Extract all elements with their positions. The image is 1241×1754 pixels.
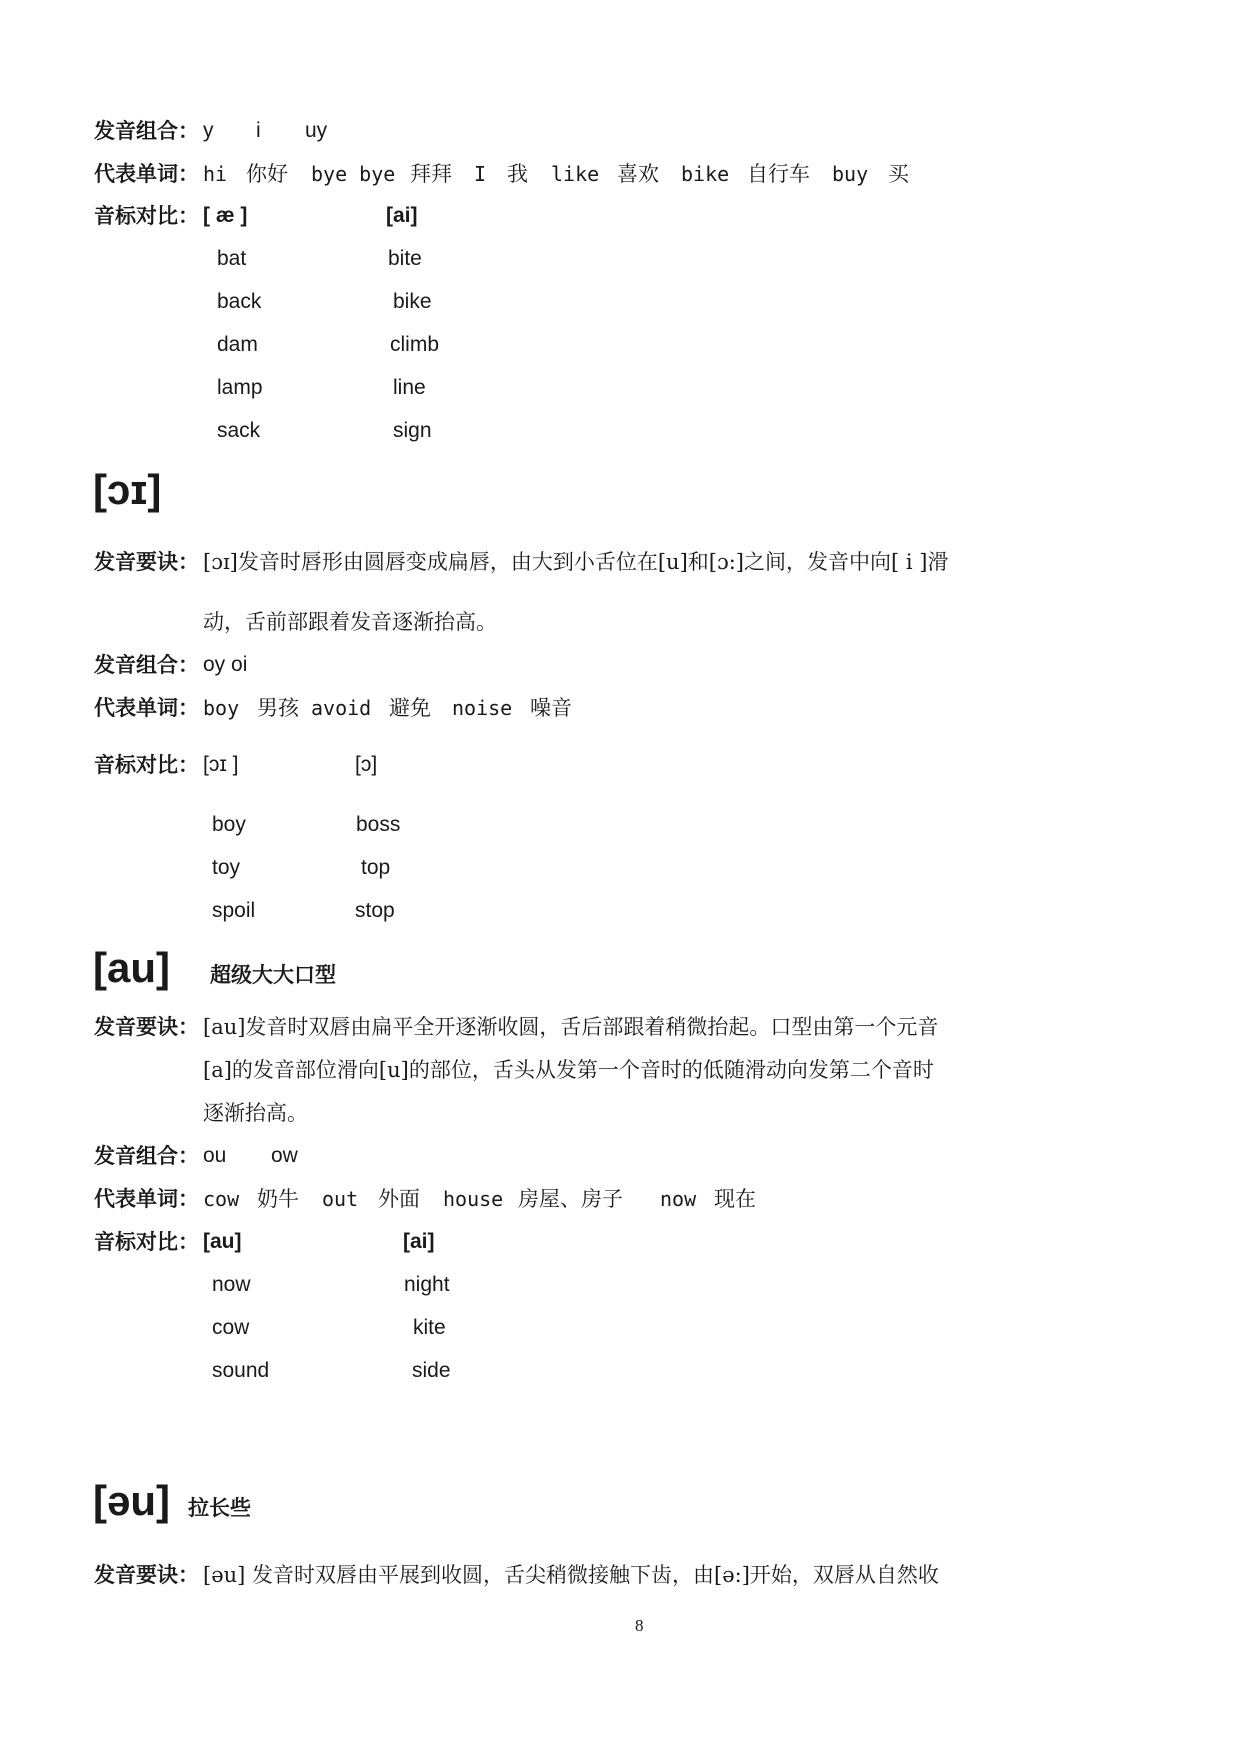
pair-right: side xyxy=(412,1359,451,1382)
tip-label: 发音要诀： xyxy=(94,1563,199,1587)
word-en: cow xyxy=(203,1187,240,1211)
word-cn: 我 xyxy=(507,162,528,186)
section-heading-ou: [əu] xyxy=(93,1477,170,1524)
word-cn: 现在 xyxy=(714,1187,756,1211)
pair-left: lamp xyxy=(217,376,263,399)
pair-left: toy xyxy=(212,856,241,879)
compare-head: [au] xyxy=(203,1230,242,1253)
word-cn: 你好 xyxy=(246,162,288,186)
pair-left: back xyxy=(217,290,262,313)
section-heading-au: [au] xyxy=(93,944,170,991)
pair-left: boy xyxy=(212,813,246,836)
combo-item: uy xyxy=(305,119,328,142)
pair-left: spoil xyxy=(212,899,256,922)
word-en: boy xyxy=(203,696,240,720)
compare-label: 音标对比： xyxy=(94,1230,199,1254)
word-cn: 买 xyxy=(888,162,909,186)
page-number: 8 xyxy=(635,1616,644,1635)
word-cn: 噪音 xyxy=(530,696,572,720)
compare-head: [ɔɪ ] xyxy=(203,753,239,776)
compare-head: [ai] xyxy=(386,204,418,227)
tip-text: [au]发音时双唇由扁平全开逐渐收圆，舌后部跟着稍微抬起。口型由第一个元音 xyxy=(203,1015,939,1039)
combo-label: 发音组合： xyxy=(94,1144,199,1168)
word-en: noise xyxy=(452,696,513,720)
combo-item: i xyxy=(256,119,261,142)
word-cn: 奶牛 xyxy=(257,1187,299,1211)
section-heading-oi: [ɔɪ] xyxy=(93,466,162,513)
section-subtitle: 拉长些 xyxy=(188,1496,251,1520)
compare-label: 音标对比： xyxy=(94,753,199,777)
tip-text: [əu] 发音时双唇由平展到收圆，舌尖稍微接触下齿，由[ə:]开始，双唇从自然收 xyxy=(203,1563,939,1587)
pair-left: bat xyxy=(217,247,247,270)
pair-right: bite xyxy=(388,247,422,270)
pair-right: night xyxy=(404,1273,450,1296)
word-cn: 男孩 xyxy=(257,696,299,720)
section-subtitle: 超级大大口型 xyxy=(210,963,336,987)
tip-text: 动，舌前部跟着发音逐渐抬高。 xyxy=(203,610,497,634)
pair-left: dam xyxy=(217,333,258,356)
pair-left: sack xyxy=(217,419,261,442)
word-en: out xyxy=(322,1187,359,1211)
pair-right: kite xyxy=(413,1316,446,1339)
pair-right: bike xyxy=(393,290,432,313)
word-cn: 喜欢 xyxy=(617,162,659,186)
tip-text: [a]的发音部位滑向[u]的部位，舌头从发第一个音时的低随滑动向发第二个音时 xyxy=(203,1058,934,1082)
combo-item: oy oi xyxy=(203,653,248,676)
combo-item: y xyxy=(203,119,214,142)
word-en: I xyxy=(474,162,487,186)
word-cn: 自行车 xyxy=(747,162,810,186)
pair-right: climb xyxy=(390,333,440,356)
word-cn: 房屋、房子 xyxy=(518,1187,623,1211)
word-en: buy xyxy=(832,162,869,186)
tip-text: 逐渐抬高。 xyxy=(203,1101,308,1125)
words-label: 代表单词： xyxy=(94,696,199,720)
pair-right: stop xyxy=(355,899,395,922)
word-en: like xyxy=(551,162,600,186)
word-cn: 外面 xyxy=(378,1187,420,1211)
tip-text: [ɔɪ]发音时唇形由圆唇变成扁唇，由大到小舌位在[u]和[ɔ:]之间，发音中向[ i ]滑 xyxy=(203,550,949,574)
pair-right: boss xyxy=(356,813,401,836)
word-en: bike xyxy=(681,162,730,186)
compare-head: [ æ ] xyxy=(203,204,248,227)
word-en: hi xyxy=(203,162,228,186)
compare-head: [ai] xyxy=(403,1230,435,1253)
tip-label: 发音要诀： xyxy=(94,1015,199,1039)
pair-left: cow xyxy=(212,1316,250,1339)
word-en: now xyxy=(660,1187,697,1211)
compare-label: 音标对比： xyxy=(94,204,199,228)
word-en: bye bye xyxy=(311,162,396,186)
pair-right: top xyxy=(361,856,391,879)
words-label: 代表单词： xyxy=(94,162,199,186)
pair-left: now xyxy=(212,1273,251,1296)
word-en: avoid xyxy=(311,696,372,720)
pair-right: line xyxy=(393,376,426,399)
compare-head: [ɔ] xyxy=(355,753,378,776)
pair-left: sound xyxy=(212,1359,270,1382)
combo-label: 发音组合： xyxy=(94,653,199,677)
words-label: 代表单词： xyxy=(94,1187,199,1211)
word-cn: 避免 xyxy=(389,696,431,720)
pair-right: sign xyxy=(393,419,432,442)
word-cn: 拜拜 xyxy=(410,162,452,186)
combo-label: 发音组合： xyxy=(94,119,199,143)
combo-item: ow xyxy=(271,1144,298,1167)
tip-label: 发音要诀： xyxy=(94,550,199,574)
word-en: house xyxy=(443,1187,504,1211)
combo-item: ou xyxy=(203,1144,227,1167)
